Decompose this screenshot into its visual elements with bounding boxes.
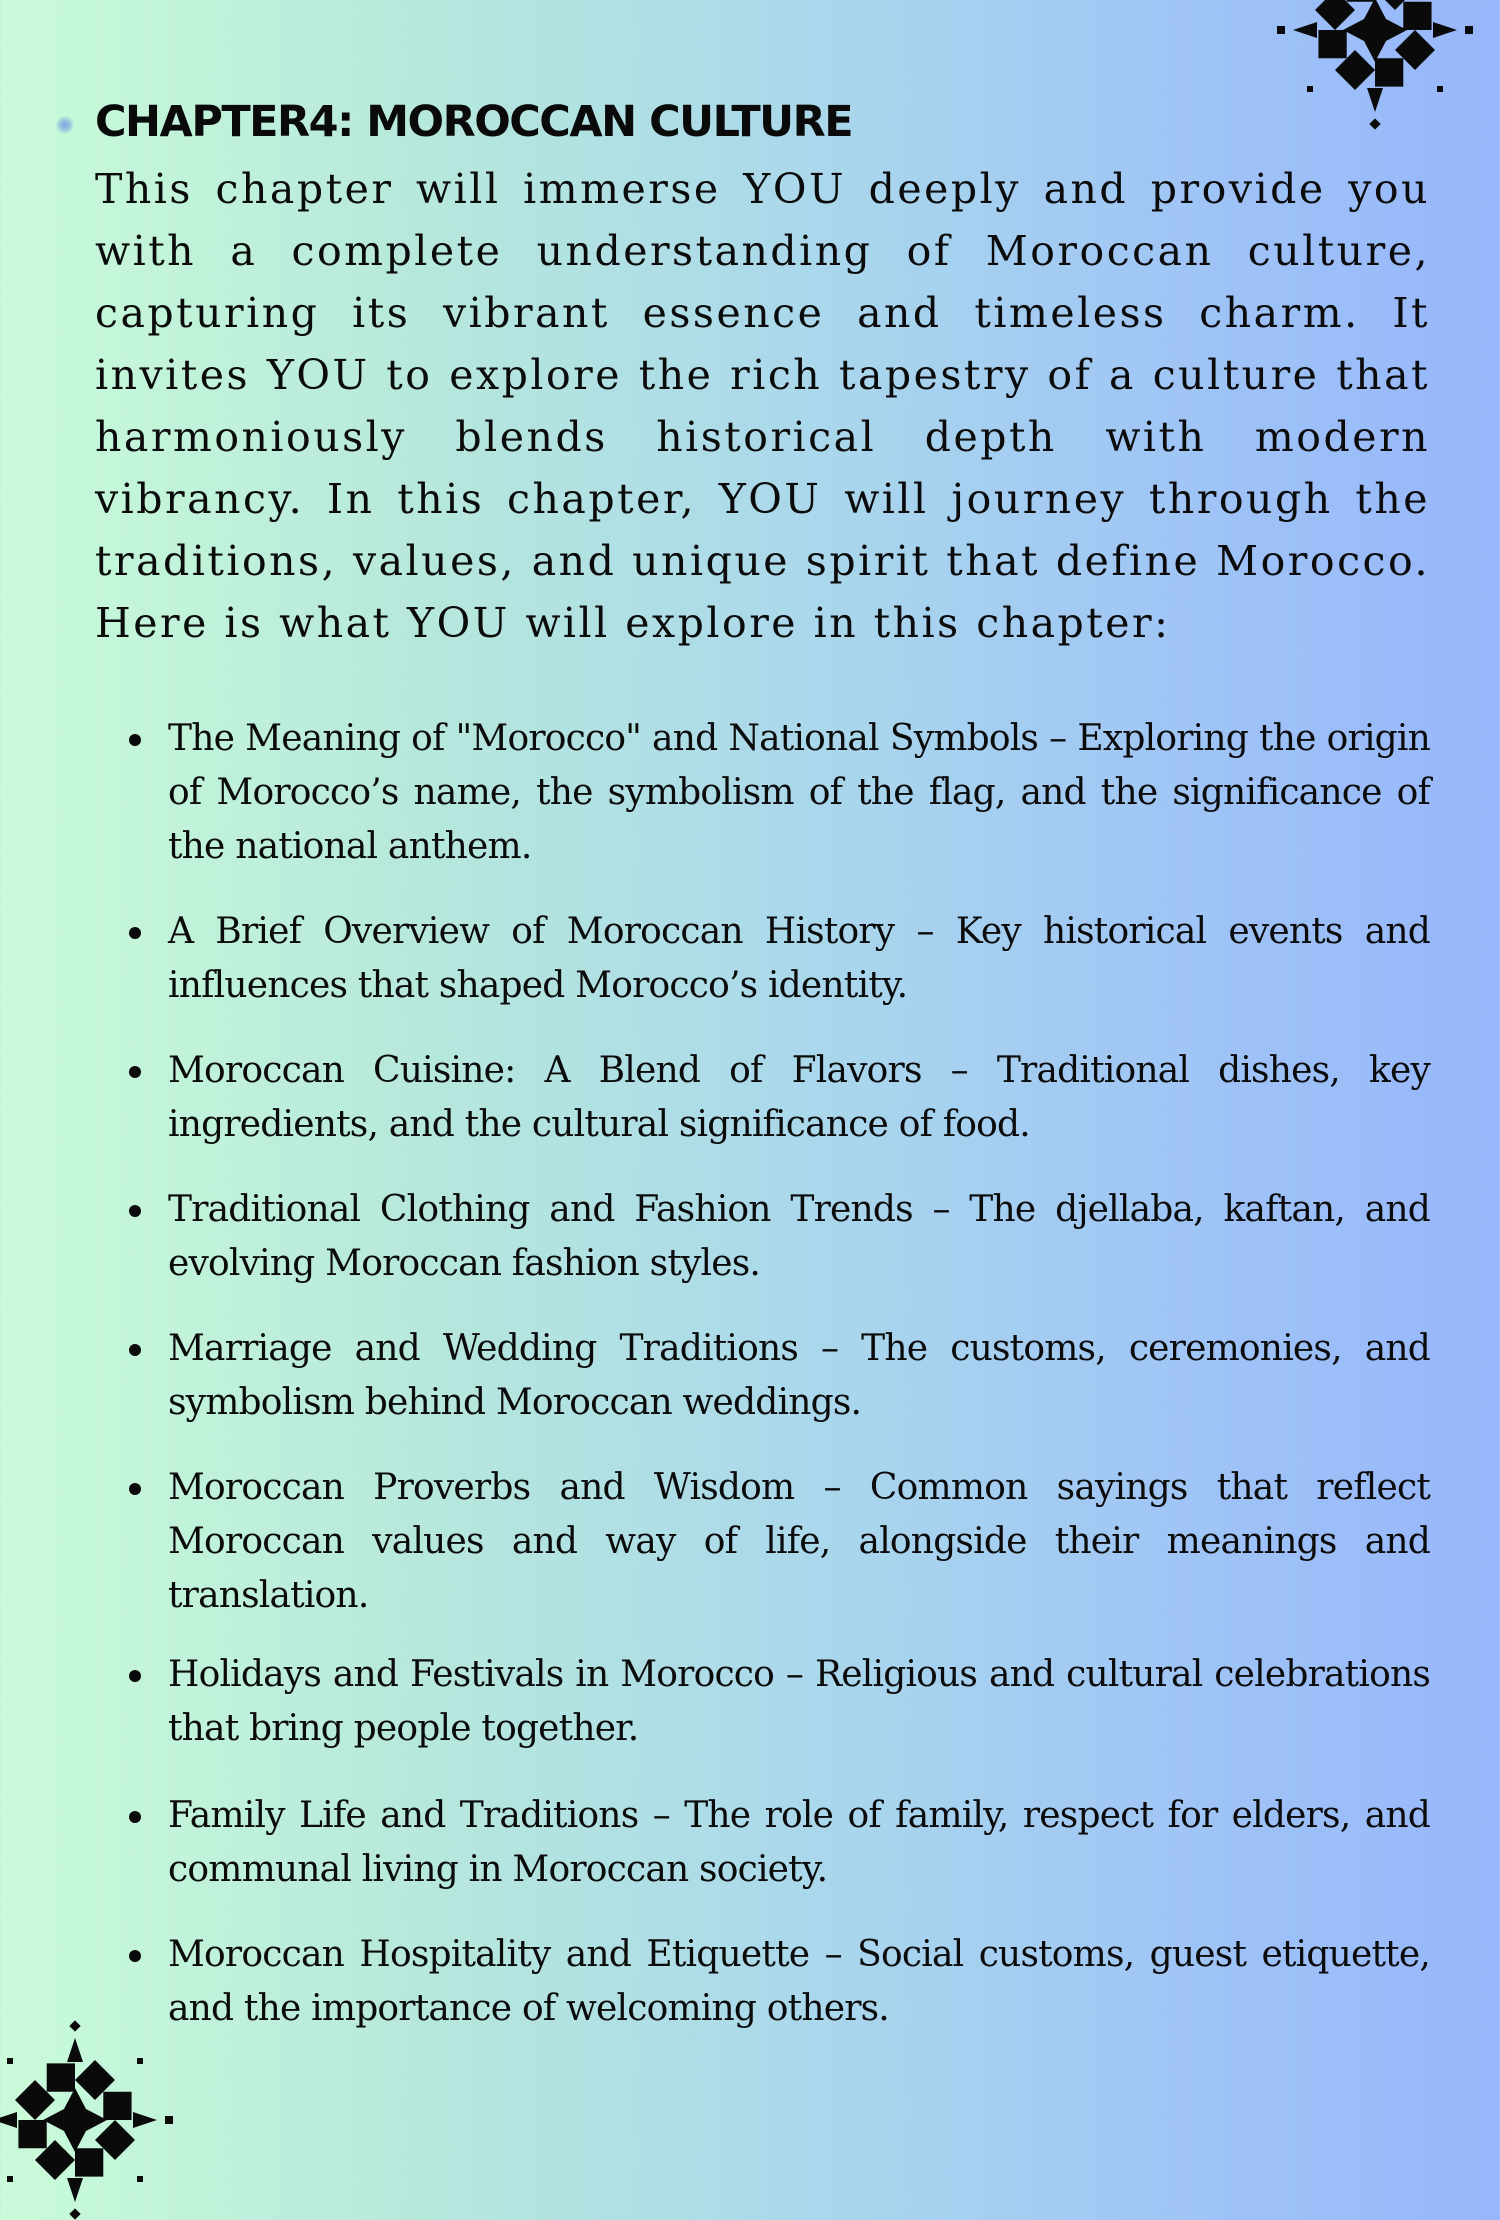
topic-item: Family Life and Traditions – The role of family, respect for elders, and communal living in Moroccan society. xyxy=(95,1789,1430,1897)
topic-item: The Meaning of "Morocco" and National Symbols – Exploring the origin of Morocco’s name, the symbolism of the flag, and the significance of the national anthem. xyxy=(95,712,1430,874)
topic-item: A Brief Overview of Moroccan History – Key historical events and influences that shaped Morocco’s identity. xyxy=(95,905,1430,1013)
topic-item: Moroccan Proverbs and Wisdom – Common sayings that reflect Moroccan values and way of life, alongside their meanings and translation. xyxy=(95,1461,1430,1623)
chapter-heading: CHAPTER4: MOROCCAN CULTURE xyxy=(95,97,853,147)
topic-item: Holidays and Festivals in Morocco – Religious and cultural celebrations that bring people together. xyxy=(95,1648,1430,1756)
top-ornament-icon xyxy=(1250,0,1500,130)
topic-item: Moroccan Hospitality and Etiquette – Social customs, guest etiquette, and the importance of welcoming others. xyxy=(95,1928,1430,2036)
intro-paragraph: This chapter will immerse YOU deeply and provide you with a complete understanding of Moroccan culture, capturing its vibrant essence and timeless charm. It invites YOU to explore the rich tapestry of a culture that harmoniously blends historical depth with modern vibrancy. In this chapter, YOU will journey through the traditions, values, and unique spirit that define Morocco. Here is what YOU will explore in this chapter: xyxy=(95,165,1430,647)
topic-item: Traditional Clothing and Fashion Trends – The djellaba, kaftan, and evolving Moroccan fashion styles. xyxy=(95,1183,1430,1291)
topic-item: Moroccan Cuisine: A Blend of Flavors – Traditional dishes, key ingredients, and the cultural significance of food. xyxy=(95,1044,1430,1152)
heading-dot-icon xyxy=(56,116,74,134)
topic-list xyxy=(95,712,1430,2036)
topic-item: Marriage and Wedding Traditions – The customs, ceremonies, and symbolism behind Moroccan weddings. xyxy=(95,1322,1430,1430)
bottom-ornament-icon xyxy=(0,2020,200,2220)
